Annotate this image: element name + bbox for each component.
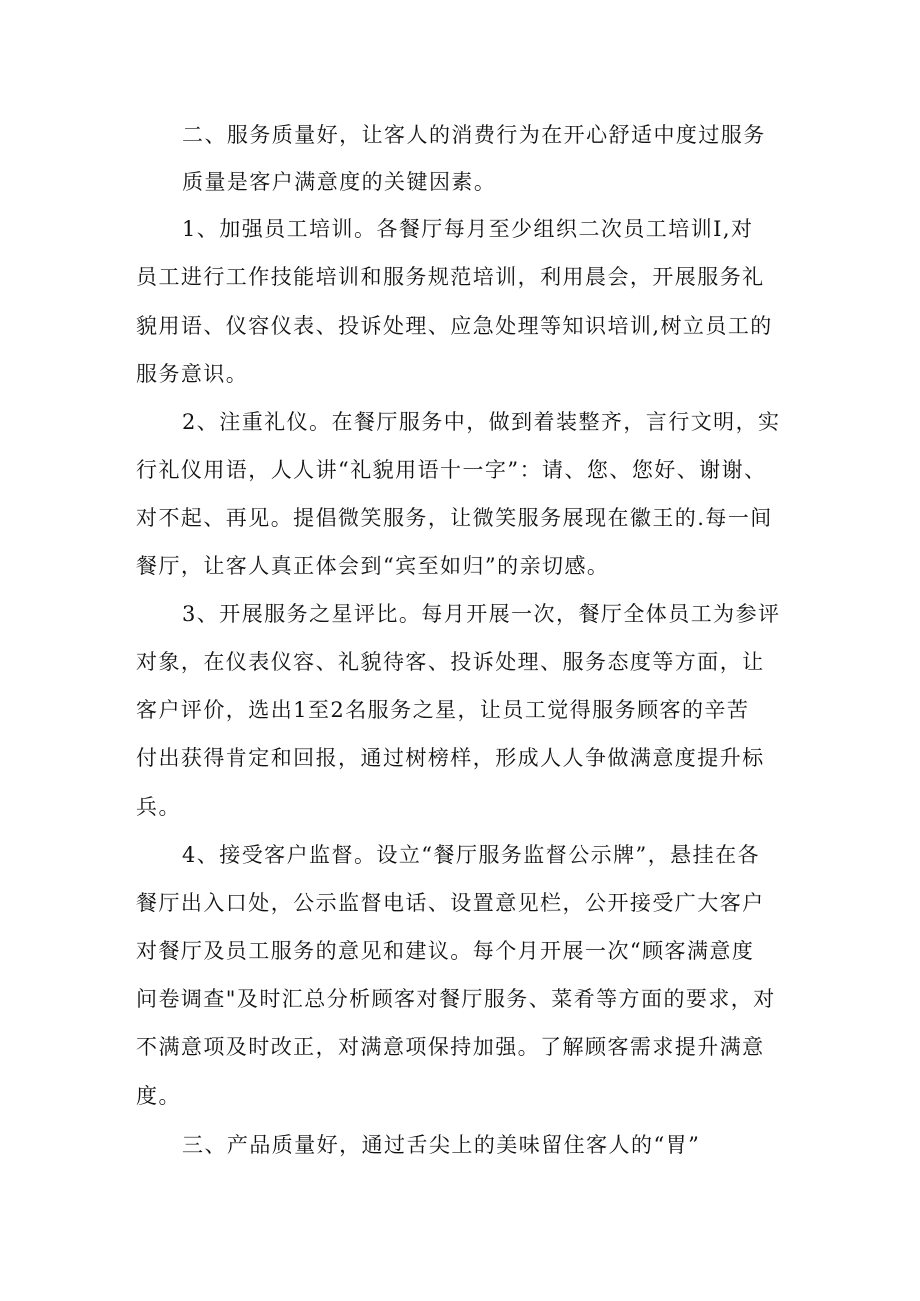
paragraph-line: 问卷调查"及时汇总分析顾客对餐厅服务、菜肴等方面的要求，对 [136,987,776,1011]
paragraph-line: 行礼仪用语，人人讲“礼貌用语十一字”：请、您、您好、谢谢、 [136,458,767,482]
paragraph-line: 对象，在仪表仪容、礼貌待客、投诉处理、服务态度等方面，让 [136,650,765,674]
paragraph-line: 员工进行工作技能培训和服务规范培训，利用晨会，开展服务礼 [136,265,765,289]
item-3-heading-line: 3、开展服务之星评比。每月开展一次，餐厅全体员工为参评 [182,602,781,626]
paragraph-line: 不满意项及时改正，对满意项保持加强。了解顾客需求提升满意 [136,1035,765,1059]
paragraph-line: 度。 [136,1084,181,1108]
item-4-heading-line: 4、接受客户监督。设立“餐厅服务监督公示牌”，悬挂在各 [182,843,760,867]
section-heading-product-quality: 三、产品质量好，通过舌尖上的美味留住客人的“胃” [182,1133,701,1157]
paragraph-line: 服务意识。 [136,362,249,386]
paragraph-line: 质量是客户满意度的关键因素。 [182,170,497,194]
section-heading-service-quality: 二、服务质量好，让客人的消费行为在开心舒适中度过服务 [182,123,766,147]
item-2-heading-line: 2、注重礼仪。在餐厅服务中，做到着装整齐，言行文明，实 [182,410,781,434]
paragraph-line: 貌用语、仪容仪表、投诉处理、应急处理等知识培训,树立员工的 [136,314,773,338]
paragraph-line: 兵。 [136,795,181,819]
paragraph-line: 付出获得肯定和回报，通过树榜样，形成人人争做满意度提升标 [136,746,765,770]
item-1-heading-line: 1、加强员工培训。各餐厅每月至少组织二次员工培训I,对 [182,217,754,241]
paragraph-line: 对餐厅及员工服务的意见和建议。每个月开展一次“顾客满意度 [136,939,755,963]
paragraph-line: 餐厅，让客人真正体会到“宾至如归”的亲切感。 [136,554,610,578]
paragraph-line: 客户评价，选出1至2名服务之星，让员工觉得服务顾客的辛苦 [136,698,750,722]
paragraph-line: 餐厅出入口处，公示监督电话、设置意见栏，公开接受广大客户 [136,891,765,915]
paragraph-line: 对不起、再见。提倡微笑服务，让微笑服务展现在徽王的.每一间 [136,506,773,530]
